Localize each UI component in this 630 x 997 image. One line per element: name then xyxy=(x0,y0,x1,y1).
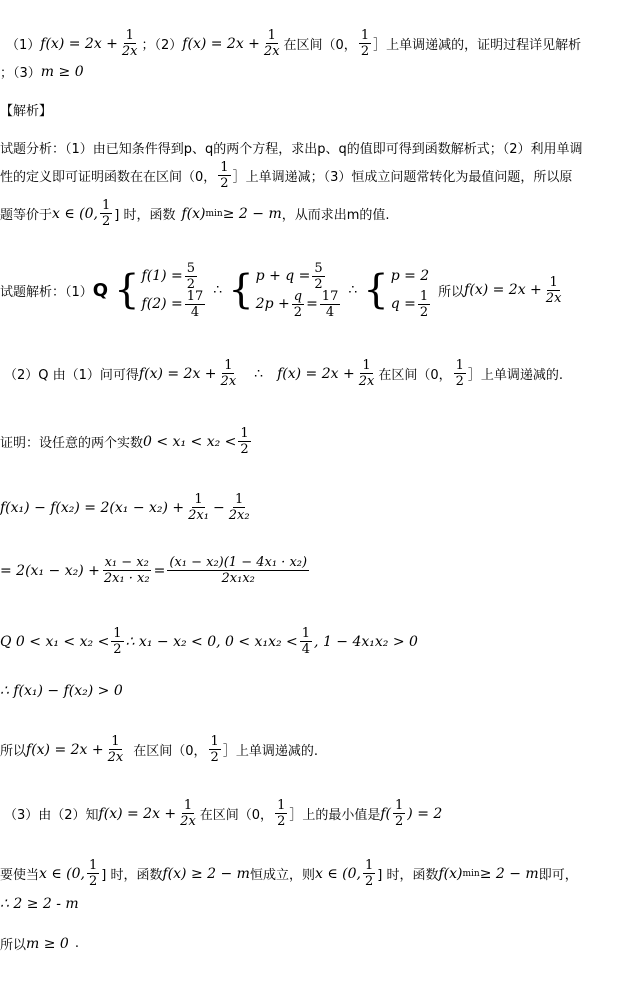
label: （1） xyxy=(6,38,41,53)
formula: f(x) = 2x + xyxy=(40,35,118,52)
analysis-line-1: 试题分析：（1）由已知条件得到p、q的两个方程，求出p、q的值即可得到函数解析式；（2）利用单调 xyxy=(0,142,583,157)
proof-line-e: 所以 f(x) = 2x + $\frac{1}{2x}$ 在区间（0， $\frac{1}{2}$ ］上单调递减的. xyxy=(0,734,318,765)
text: ；（3） xyxy=(0,66,41,81)
fraction: $\frac{1}{2x}$ xyxy=(263,28,280,59)
text: ］上单调递减的，证明过程详见解析 xyxy=(373,38,582,53)
equation-system-1: { f(1) = $\frac{5}{2}$ f(2) = $\frac{17}{4}$ xyxy=(114,260,204,320)
because-symbol: Q xyxy=(92,279,109,301)
fraction: $\frac{1}{2}$ xyxy=(360,28,370,59)
equation-system-3: { p = 2 q = $\frac{1}{2}$ xyxy=(363,267,430,320)
answer-line-2 xyxy=(0,62,84,81)
text: 在区间（0， xyxy=(283,38,357,53)
answer-line-1 xyxy=(6,28,581,59)
proof-line-b: = 2(x₁ − x₂) + $\frac{\text{x₁ − x₂}}{\text{2x₁ · x₂}}$ = $\frac{\text{(x₁ − x₂)(1 − 4x₁ · x₂)}}{\text{2x₁x₂}}$ xyxy=(0,555,308,586)
part3-line-3: ∴ 2 ≥ 2 - m xyxy=(0,896,79,912)
fraction: $\frac{1}{2x}$ xyxy=(545,274,562,306)
proof-line-c: Q 0 < x₁ < x₂ < $\frac{1}{2}$ ∴ x₁ − x₂ < 0, 0 < x₁x₂ < $\frac{1}{4}$ , 1 − 4x₁x₂ > 0 xyxy=(0,626,418,657)
fraction: $\frac{1}{2x}$ xyxy=(121,28,138,59)
fraction: $\frac{1}{2}$ xyxy=(220,160,229,191)
section-title: 【解析】 xyxy=(0,104,53,119)
equation-system-2: { p + q = $\frac{5}{2}$ 2p + $\frac{q}{2}$ = $\frac{17}{4}$ xyxy=(228,260,339,320)
part3-line-2: 要使当 x ∈ (0, $\frac{1}{2}$ ] 时，函数 f(x) ≥ 2 − m 恒成立，则 x ∈ (0, $\frac{1}{2}$ ] 时，函数 f(x) min ≥ 2 − m 即可， xyxy=(0,858,578,889)
formula: m ≥ 0 xyxy=(40,63,84,80)
solution-line: 试题解析：（1） Q { f(1) = $\frac{5}{2}$ f(2) = $\frac{17}{4}$ ∴ { p + q = $\frac{5}{2}$ 2p + $\frac{q}{2}$ = $\frac{17}{4}$ ∴ { p = 2 q = $\frac{1}{2}$ 所以 f(x) = 2x + $\frac{1}{2x}$ xyxy=(0,260,562,320)
proof-line-a: f(x₁) − f(x₂) = 2(x₁ − x₂) + $\frac{1}{\text{2x₁}}$ − $\frac{1}{\text{2x₂}}$ xyxy=(0,492,250,523)
fraction: $\frac{1}{2}$ xyxy=(102,198,111,229)
formula: f(x) = 2x + xyxy=(182,35,260,52)
part2-line: （2）Q 由（1）问可得 f(x) = 2x + $\frac{1}{2x}$ ∴ f(x) = 2x + $\frac{1}{2x}$ 在区间（0， $\frac{1}{2}$ ］上单调递减的. xyxy=(4,358,564,389)
part3-line-4: 所以 m ≥ 0 . xyxy=(0,935,79,953)
analysis-line-2: 性的定义即可证明函数在在区间（0， $\frac{1}{2}$ ］上单调递减；（3）恒成立问题常转化为最值问题，所以原 xyxy=(0,160,573,191)
proof-line-d: ∴ f(x₁) − f(x₂) > 0 xyxy=(0,683,123,699)
analysis-line-3: 题等价于 x ∈ (0, $\frac{1}{2}$ ] 时，函数 f(x) min ≥ 2 − m ，从而求出m的值. xyxy=(0,198,390,229)
text: ；（2） xyxy=(141,38,183,53)
part3-line-1: （3）由（2）知 f(x) = 2x + $\frac{1}{2x}$ 在区间（0， $\frac{1}{2}$ ］上的最小值是 f( $\frac{1}{2}$ ) = 2 xyxy=(4,798,443,829)
proof-lead: 证明：设任意的两个实数 0 < x₁ < x₂ < $\frac{1}{2}$ xyxy=(0,426,249,457)
